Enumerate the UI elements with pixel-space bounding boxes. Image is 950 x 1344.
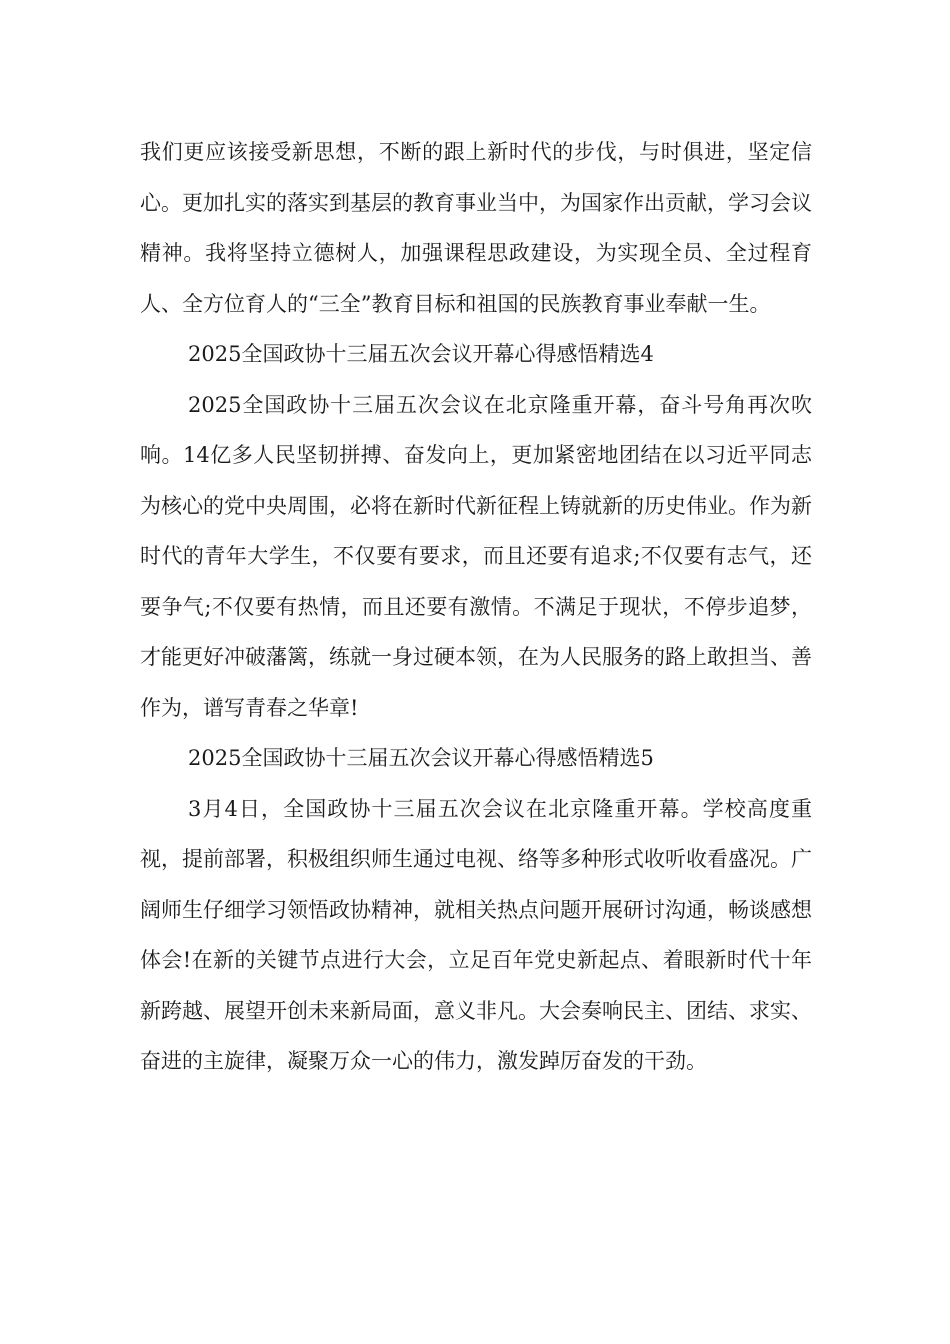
paragraph-continuation: 我们更应该接受新思想，不断的跟上新时代的步伐，与时俱进，坚定信心。更加扎实的落实到基层的教育事业当中，为国家作出贡献，学习会议精神。我将坚持立德树人，加强课程思政建设，为实现全员、全过程育人、全方位育人的“三全”教育目标和祖国的民族教育事业奉献一生。: [140, 140, 812, 316]
section-heading-5: 2025全国政协十三届五次会议开幕心得感悟精选5: [188, 746, 654, 770]
paragraph-section-4: 2025全国政协十三届五次会议在北京隆重开幕，奋斗号角再次吹响。14亿多人民坚韧拼搏、奋发向上，更加紧密地团结在以习近平同志为核心的党中央周围，必将在新时代新征程上铸就新的历史伟业。作为新时代的青年大学生，不仅要有要求，而且还要有追求;不仅要有志气，还要争气;不仅要有热情，而且还要有激情。不满足于现状，不停步追梦，才能更好冲破藩篱，练就一身过硬本领，在为人民服务的路上敢担当、善作为，谱写青春之华章!: [140, 392, 812, 720]
section-heading-4: 2025全国政协十三届五次会议开幕心得感悟精选4: [188, 342, 654, 366]
paragraph-section-5: 3月4日，全国政协十三届五次会议在北京隆重开幕。学校高度重视，提前部署，积极组织师生通过电视、络等多种形式收听收看盛况。广阔师生仔细学习领悟政协精神，就相关热点问题开展研讨沟通，畅谈感想体会!在新的关键节点进行大会，立足百年党史新起点、着眼新时代十年新跨越、展望开创未来新局面，意义非凡。大会奏响民主、团结、求实、奋进的主旋律，凝聚万众一心的伟力，激发踔厉奋发的干劲。: [140, 796, 812, 1073]
document-body: [140, 127, 812, 1087]
